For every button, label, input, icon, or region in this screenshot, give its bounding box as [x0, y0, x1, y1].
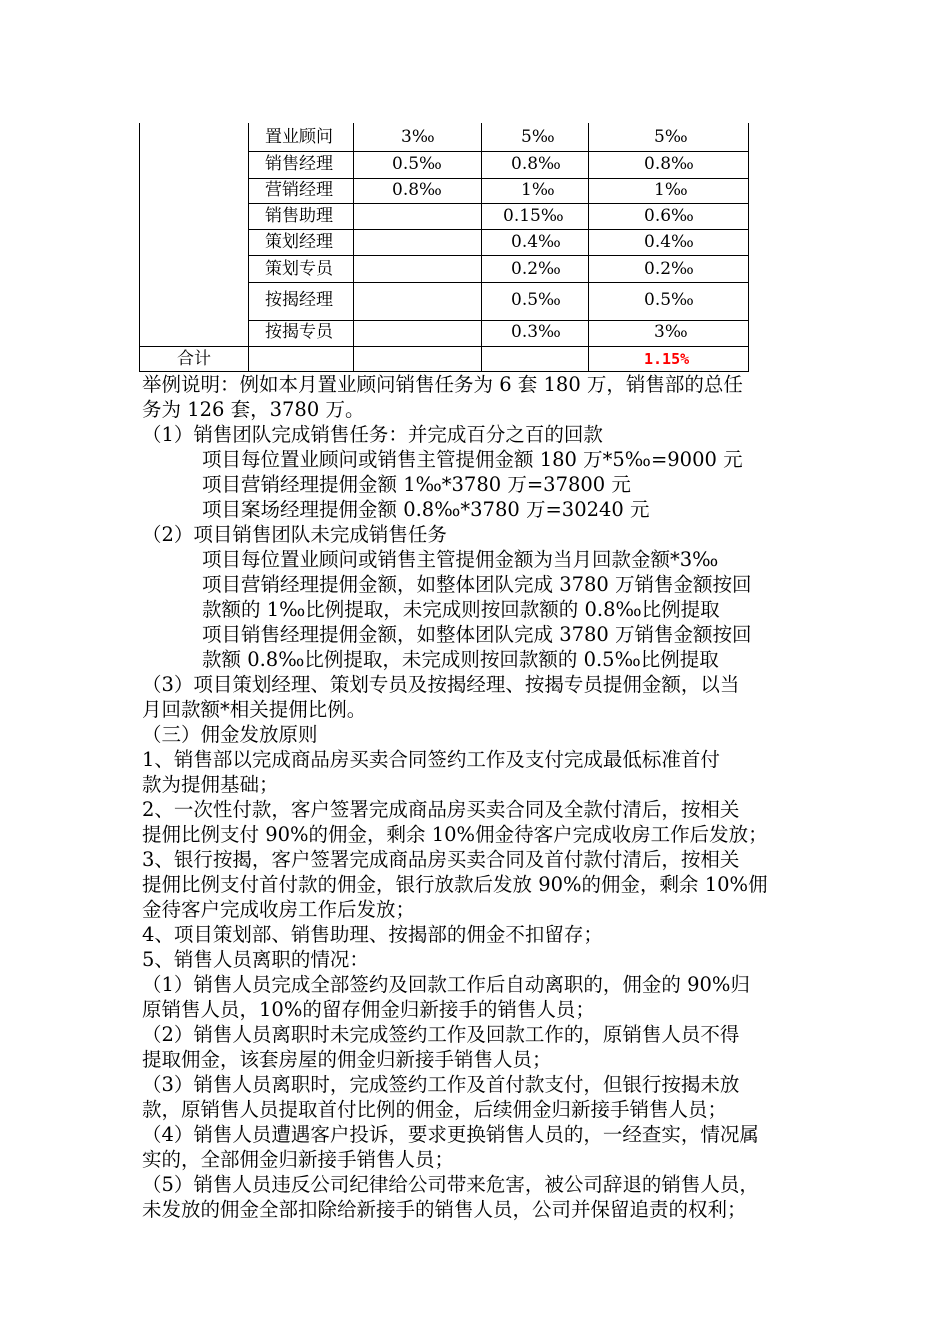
text-line: 月回款额*相关提佣比例。 — [142, 698, 367, 721]
text-line: 款额 0.8‰比例提取，未完成则按回款额的 0.5‰比例提取 — [202, 648, 719, 671]
text-line: 举例说明：例如本月置业顾问销售任务为 6 套 180 万，销售部的总任 — [142, 373, 743, 396]
table-row-line — [248, 229, 749, 230]
text-line: 提佣比例支付 90%的佣金，剩余 10%佣金待客户完成收房工作后发放； — [142, 823, 768, 846]
text-line: 3、银行按揭，客户签署完成商品房买卖合同及首付款付清后，按相关 — [142, 848, 740, 871]
table-cell-c2: 0.15‰ — [503, 206, 564, 226]
commission-table — [139, 123, 751, 372]
table-cell-role: 销售经理 — [265, 154, 333, 174]
table-cell-c3: 0.6‰ — [644, 206, 694, 226]
text-line: 1、销售部以完成商品房买卖合同签约工作及支付完成最低标准首付 — [142, 748, 720, 771]
table-cell-role: 营销经理 — [265, 180, 333, 200]
text-line: 项目每位置业顾问或销售主管提佣金额 180 万*5‰=9000 元 — [202, 448, 743, 471]
table-cell-c3: 0.2‰ — [644, 259, 694, 279]
text-line: 5、销售人员离职的情况： — [142, 948, 369, 971]
text-line: （2）销售人员离职时未完成签约工作及回款工作的，原销售人员不得 — [142, 1023, 740, 1046]
text-line: 项目每位置业顾问或销售主管提佣金额为当月回款金额*3‰ — [202, 548, 719, 571]
table-cell-c2: 0.2‰ — [511, 259, 561, 279]
table-cell-c2: 0.8‰ — [511, 154, 561, 174]
text-line: （3）项目策划经理、策划专员及按揭经理、按揭专员提佣金额，以当 — [142, 673, 740, 696]
table-row-line — [139, 346, 749, 347]
text-line: （4）销售人员遭遇客户投诉，要求更换销售人员的，一经查实，情况属 — [142, 1123, 759, 1146]
table-cell-c3: 1‰ — [654, 180, 688, 200]
text-line: （2）项目销售团队未完成销售任务 — [142, 523, 447, 546]
table-cell-c1: 0.8‰ — [392, 180, 442, 200]
text-line: 实的，全部佣金归新接手销售人员； — [142, 1148, 455, 1171]
section-heading: （三）佣金发放原则 — [142, 723, 318, 746]
table-border-right — [748, 123, 749, 372]
table-total-value: 1.15% — [644, 350, 690, 368]
table-row-line — [248, 320, 749, 321]
table-divider-c3 — [588, 123, 589, 372]
text-line: （5）销售人员违反公司纪律给公司带来危害，被公司辞退的销售人员， — [142, 1173, 759, 1196]
table-cell-role: 策划专员 — [265, 259, 333, 279]
text-line: （1）销售人员完成全部签约及回款工作后自动离职的，佣金的 90%归 — [142, 973, 750, 996]
table-row-line — [248, 178, 749, 179]
table-cell-c3: 0.4‰ — [644, 232, 694, 252]
text-line: 4、项目策划部、销售助理、按揭部的佣金不扣留存； — [142, 923, 603, 946]
text-line: 原销售人员，10%的留存佣金归新接手的销售人员； — [142, 998, 595, 1021]
text-line: 提取佣金，该套房屋的佣金归新接手销售人员； — [142, 1048, 552, 1071]
table-cell-role: 按揭专员 — [265, 322, 333, 342]
table-cell-role: 销售助理 — [265, 206, 333, 226]
table-cell-c2: 0.5‰ — [511, 290, 561, 310]
text-line: 务为 126 套，3780 万。 — [142, 398, 365, 421]
table-cell-c2: 0.4‰ — [511, 232, 561, 252]
table-cell-c3: 3‰ — [654, 322, 688, 342]
table-cell-c2: 1‰ — [521, 180, 555, 200]
table-cell-c1: 3‰ — [401, 127, 435, 147]
table-total-label: 合计 — [177, 349, 211, 369]
text-line: 款额的 1‰比例提取，未完成则按回款额的 0.8‰比例提取 — [202, 598, 720, 621]
table-row-line — [248, 151, 749, 152]
table-cell-c2: 0.3‰ — [511, 322, 561, 342]
table-row-line — [248, 282, 749, 283]
table-cell-role: 置业顾问 — [265, 127, 333, 147]
table-bottom-line — [139, 371, 749, 372]
table-divider-c1 — [353, 123, 354, 372]
text-line: （3）销售人员离职时，完成签约工作及首付款支付，但银行按揭未放 — [142, 1073, 740, 1096]
text-line: 2、一次性付款，客户签署完成商品房买卖合同及全款付清后，按相关 — [142, 798, 740, 821]
text-line: （1）销售团队完成销售任务：并完成百分之百的回款 — [142, 423, 603, 446]
table-border-left — [139, 123, 140, 372]
table-cell-c3: 0.5‰ — [644, 290, 694, 310]
text-line: 金待客户完成收房工作后发放； — [142, 898, 416, 921]
text-line: 款为提佣基础； — [142, 773, 279, 796]
table-divider-c2 — [481, 123, 482, 372]
text-line: 项目营销经理提佣金额 1‰*3780 万=37800 元 — [202, 473, 631, 496]
table-cell-role: 按揭经理 — [265, 290, 333, 310]
text-line: 款，原销售人员提取首付比例的佣金，后续佣金归新接手销售人员； — [142, 1098, 728, 1121]
table-cell-c3: 5‰ — [654, 127, 688, 147]
table-divider-role — [248, 123, 249, 372]
text-line: 项目营销经理提佣金额，如整体团队完成 3780 万销售金额按回 — [202, 573, 752, 596]
text-line: 项目销售经理提佣金额，如整体团队完成 3780 万销售金额按回 — [202, 623, 752, 646]
table-cell-c2: 5‰ — [521, 127, 555, 147]
table-row-line — [248, 203, 749, 204]
table-row-line — [248, 255, 749, 256]
text-line: 项目案场经理提佣金额 0.8‰*3780 万=30240 元 — [202, 498, 650, 521]
table-cell-role: 策划经理 — [265, 232, 333, 252]
table-cell-c1: 0.5‰ — [392, 154, 442, 174]
text-line: 未发放的佣金全部扣除给新接手的销售人员，公司并保留追责的权利； — [142, 1198, 747, 1221]
text-line: 提佣比例支付首付款的佣金，银行放款后发放 90%的佣金，剩余 10%佣 — [142, 873, 768, 896]
table-cell-c3: 0.8‰ — [644, 154, 694, 174]
